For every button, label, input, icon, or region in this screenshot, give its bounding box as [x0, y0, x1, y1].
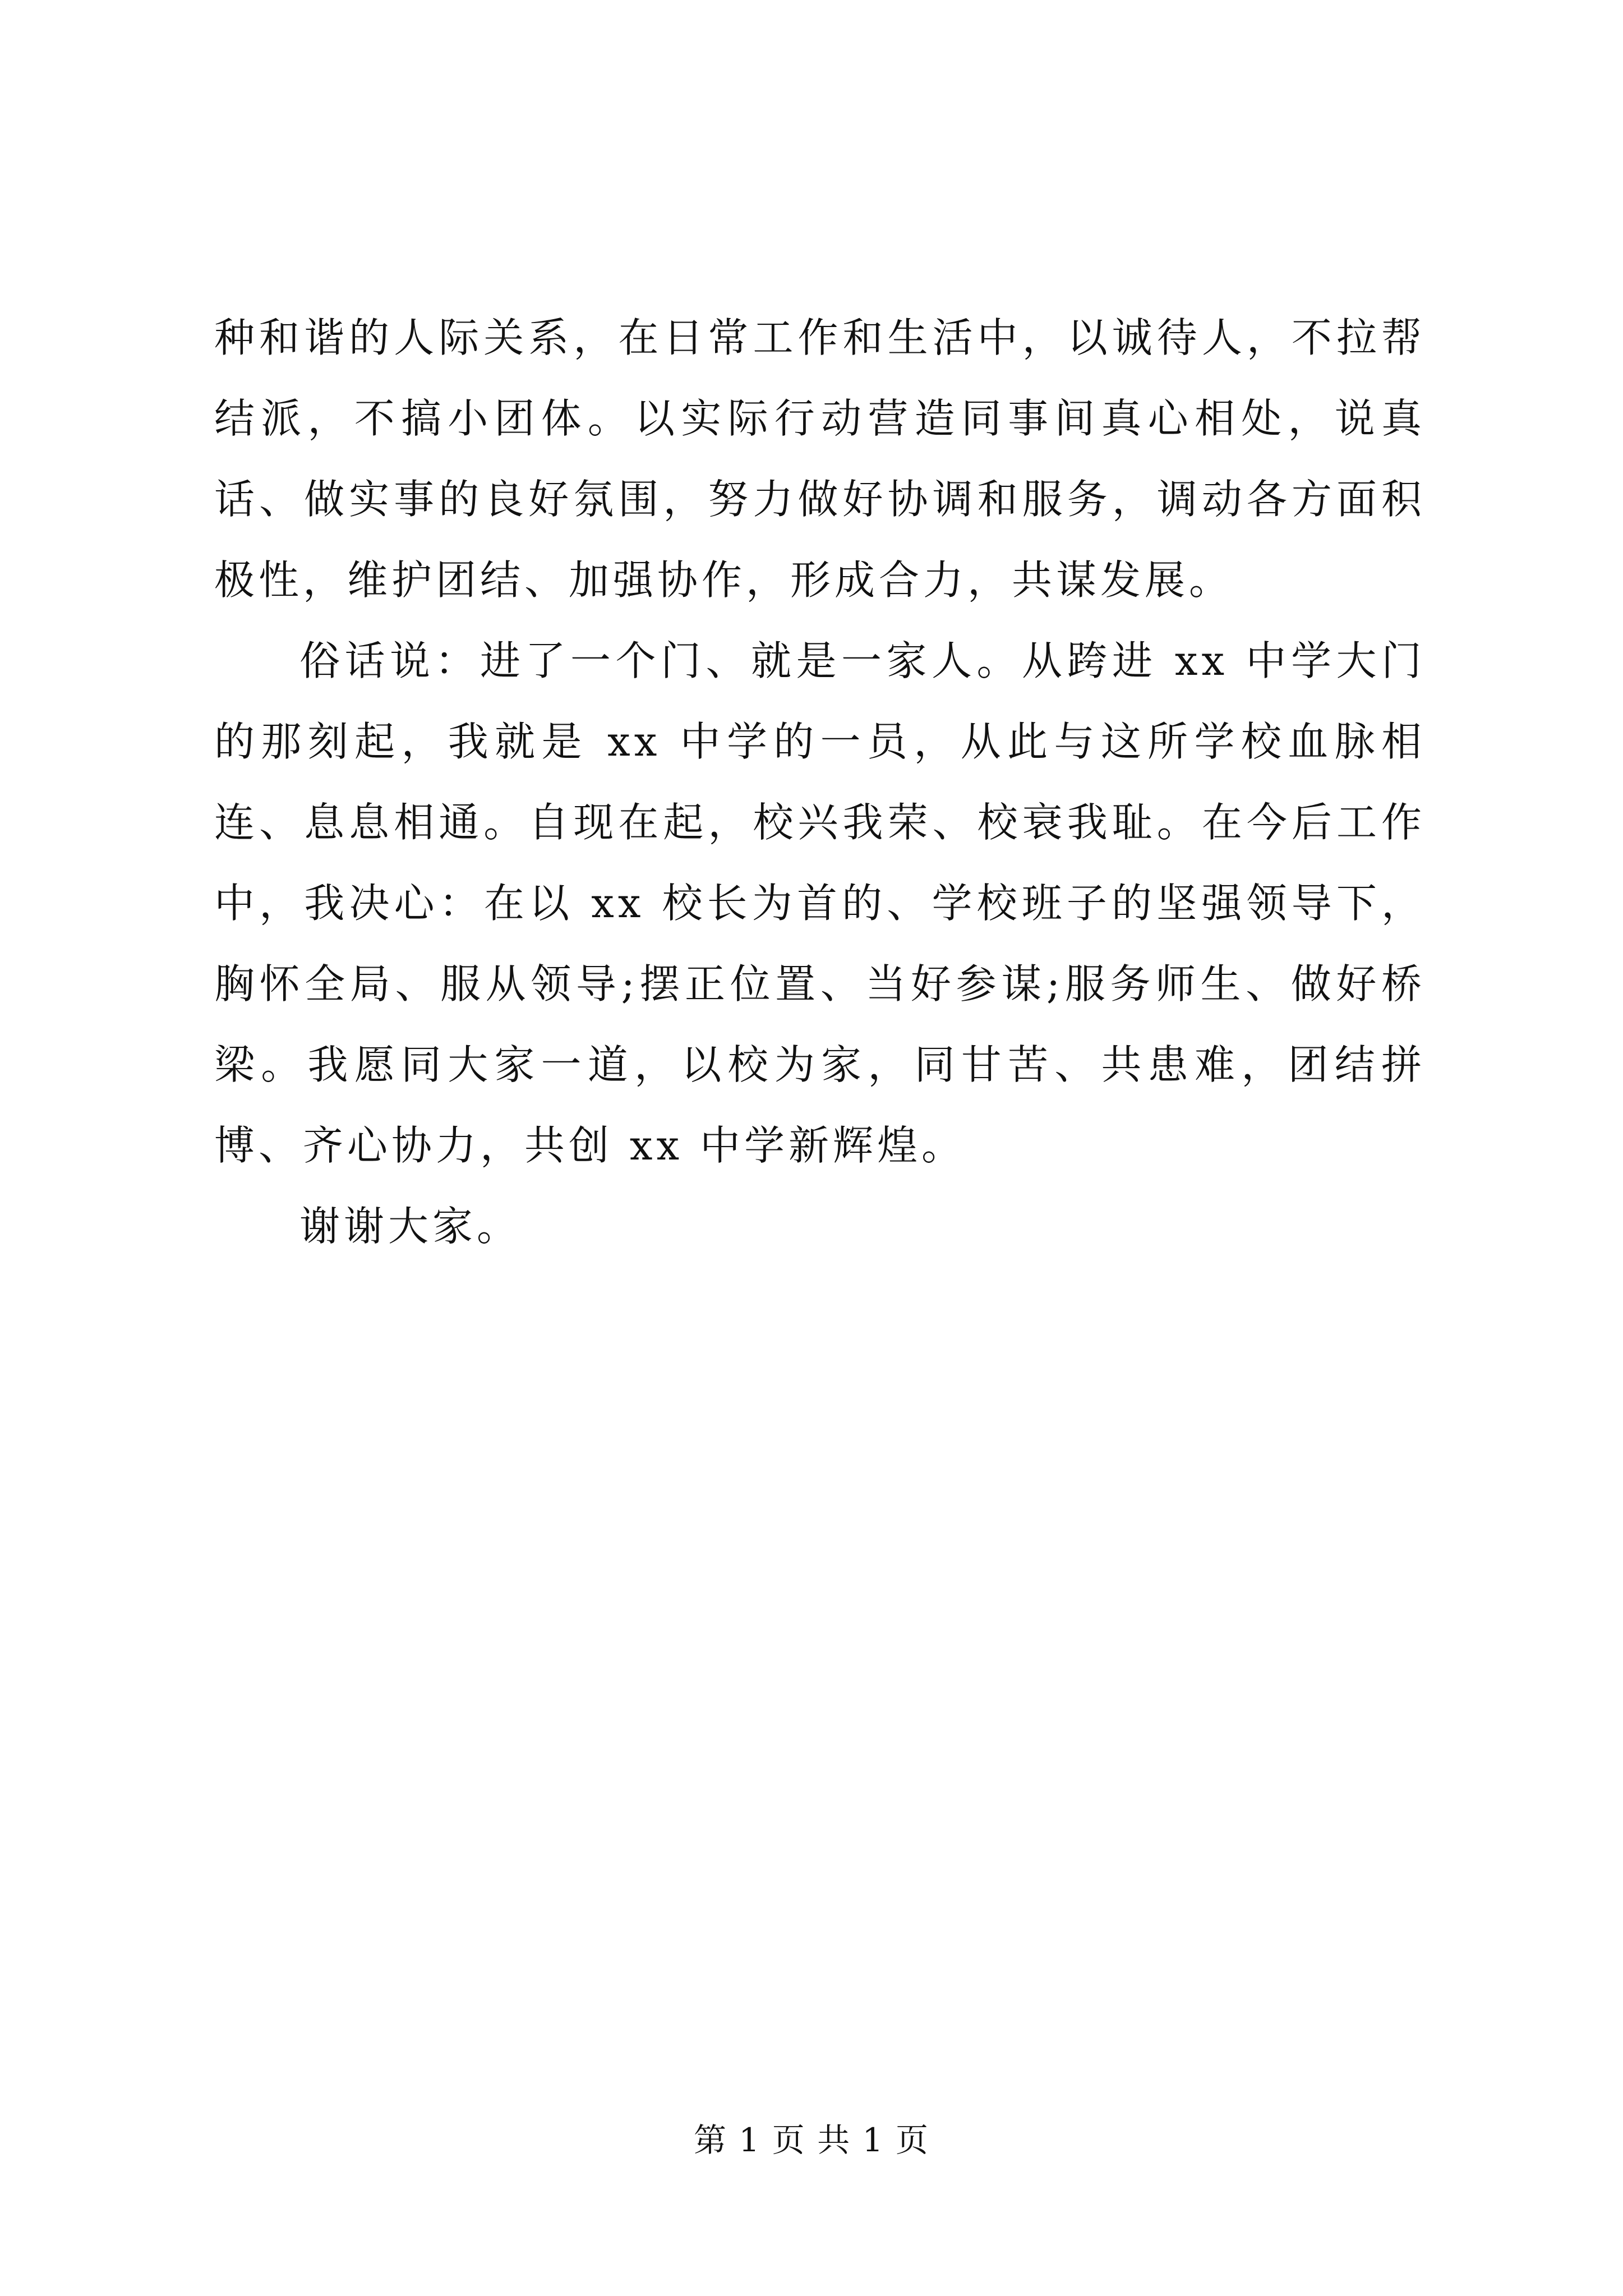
- paragraph-commitment: 俗话说：进了一个门、就是一家人。从跨进 xx 中学大门的那刻起，我就是 xx 中学的一员，从此与这所学校血脉相连、息息相通。自现在起，校兴我荣、校衰我耻。在今后工作中，我决心：在以 xx 校长为首的、学校班子的坚强领导下，胸怀全局、服从领导;摆正位置、当好参谋;服务师生、做好桥梁。我愿同大家一道，以校为家，同甘苦、共患难，团结拼博、齐心协力，共创 xx 中学新辉煌。: [214, 637, 1426, 1169]
- paragraph-closing: 谢谢大家。: [299, 1203, 522, 1250]
- document-body: [214, 297, 1426, 1267]
- paragraph-continuation: 种和谐的人际关系，在日常工作和生活中，以诚待人，不拉帮结派，不搞小团体。以实际行动营造同事间真心相处，说真话、做实事的良好氛围，努力做好协调和服务，调动各方面积极性，维护团结、加强协作，形成合力，共谋发展。: [214, 314, 1426, 604]
- page-footer: 第 1 页 共 1 页: [694, 2121, 929, 2159]
